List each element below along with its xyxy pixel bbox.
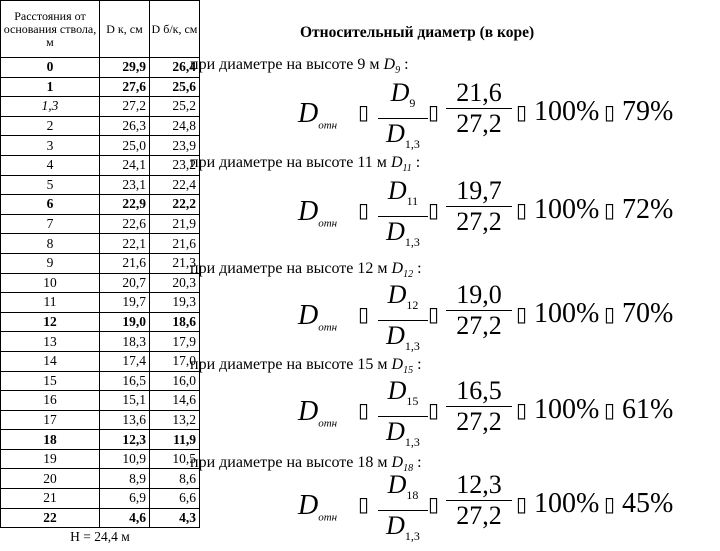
table-row	[1, 312, 200, 332]
cell-distance: 2	[1, 116, 100, 136]
fraction-numeric	[446, 280, 512, 341]
table-row	[1, 175, 200, 195]
table-row	[1, 489, 200, 509]
table-row	[1, 351, 200, 371]
operator-glyph: ▯	[516, 304, 528, 326]
den-var: D	[386, 119, 405, 149]
den-value: 27,2	[456, 407, 502, 436]
relative-diameter-symbol	[298, 98, 337, 132]
cell-distance: 6	[1, 195, 100, 215]
percent-factor: 100%	[534, 488, 600, 519]
cell-distance: 3	[1, 136, 100, 156]
den-value: 27,2	[456, 311, 502, 340]
cell-d-nobark: 25,6	[149, 77, 199, 97]
cell-distance: 11	[1, 293, 100, 313]
den-sub: 1,3	[404, 339, 420, 354]
num-sub: 18	[406, 488, 419, 503]
caption-text: при диаметре на высоте 11 м	[190, 154, 391, 171]
den-sub: 1,3	[404, 529, 420, 544]
cell-d-nobark: 26,4	[149, 58, 199, 78]
num-sub: 11	[406, 194, 419, 209]
num-value: 12,3	[446, 470, 512, 501]
cell-d-bark: 6,9	[99, 489, 149, 509]
operator-glyph: ▯	[516, 494, 528, 516]
table-row	[1, 77, 200, 97]
den-value: 27,2	[456, 207, 502, 236]
page-title: Относительный диаметр (в коре)	[300, 24, 535, 41]
cell-d-nobark: 21,3	[149, 253, 199, 273]
num-var: D	[387, 376, 407, 405]
num-sub: 15	[406, 394, 419, 409]
cell-distance: 10	[1, 273, 100, 293]
lhs-var: D	[298, 490, 319, 521]
den-var: D	[386, 511, 405, 541]
caption-text: при диаметре на высоте 18 м	[190, 454, 392, 471]
cell-distance: 16	[1, 391, 100, 411]
table-row	[1, 469, 200, 489]
cell-distance: 15	[1, 371, 100, 391]
cell-d-nobark: 6,6	[149, 489, 199, 509]
cell-d-bark: 17,4	[99, 351, 149, 371]
caption-colon: :	[413, 260, 422, 277]
operator-glyph: ▯	[428, 304, 440, 326]
result-value: 61%	[622, 394, 674, 425]
den-var: D	[386, 417, 405, 447]
fraction-symbolic	[378, 78, 428, 159]
cell-d-nobark: 22,2	[149, 195, 199, 215]
operator-glyph: ▯	[428, 102, 440, 124]
caption-text: при диаметре на высоте 12 м	[190, 260, 392, 277]
operator-glyph: ▯	[604, 494, 616, 516]
operator-glyph: ▯	[358, 400, 370, 422]
fraction-symbolic	[378, 376, 428, 457]
operator-glyph: ▯	[428, 400, 440, 422]
cell-d-bark: 13,6	[99, 410, 149, 430]
fraction-numeric	[446, 176, 512, 237]
num-value: 19,0	[446, 280, 512, 311]
caption-sub: 15	[403, 365, 414, 377]
cell-d-bark: 22,1	[99, 234, 149, 254]
num-sub: 9	[409, 96, 416, 111]
fraction-numeric	[446, 78, 512, 139]
caption-sub: 12	[403, 269, 414, 281]
lhs-sub: отн	[318, 321, 338, 334]
cell-d-bark: 8,9	[99, 469, 149, 489]
den-sub: 1,3	[404, 235, 420, 250]
result-value: 45%	[622, 488, 674, 519]
percent-factor: 100%	[534, 194, 600, 225]
cell-d-nobark: 18,6	[149, 312, 199, 332]
lhs-sub: отн	[318, 417, 338, 430]
cell-d-nobark: 21,6	[149, 234, 199, 254]
cell-d-bark: 25,0	[99, 136, 149, 156]
operator-glyph: ▯	[358, 494, 370, 516]
cell-d-bark: 24,1	[99, 155, 149, 175]
cell-d-nobark: 17,9	[149, 332, 199, 352]
relative-diameter-symbol	[298, 490, 337, 524]
caption-sub: 18	[403, 463, 414, 475]
cell-d-nobark: 23,9	[149, 136, 199, 156]
operator-glyph: ▯	[428, 494, 440, 516]
cell-d-bark: 26,3	[99, 116, 149, 136]
relative-diameter-symbol	[298, 196, 337, 230]
result-value: 72%	[622, 194, 674, 225]
fraction-symbolic	[378, 176, 428, 257]
cell-distance: 9	[1, 253, 100, 273]
caption-sub: 9	[395, 65, 401, 77]
caption-var: D	[390, 154, 403, 171]
percent-factor: 100%	[534, 298, 600, 329]
cell-distance: 12	[1, 312, 100, 332]
cell-d-bark: 16,5	[99, 371, 149, 391]
den-value: 27,2	[456, 501, 502, 530]
cell-distance: 19	[1, 449, 100, 469]
cell-d-bark: 10,9	[99, 449, 149, 469]
den-sub: 1,3	[404, 435, 420, 450]
operator-glyph: ▯	[516, 102, 528, 124]
header-d-nobark: D б/к, см	[149, 1, 199, 58]
num-var: D	[387, 470, 407, 499]
relative-diameter-symbol	[298, 300, 337, 334]
operator-glyph: ▯	[516, 200, 528, 222]
result-value: 79%	[622, 96, 674, 127]
table-row	[1, 234, 200, 254]
den-var: D	[386, 321, 405, 351]
operator-glyph: ▯	[604, 102, 616, 124]
cell-distance: 21	[1, 489, 100, 509]
den-sub: 1,3	[404, 137, 420, 152]
operator-glyph: ▯	[358, 200, 370, 222]
table-row	[1, 293, 200, 313]
cell-d-nobark: 23,2	[149, 155, 199, 175]
caption-var: D	[383, 56, 396, 73]
cell-d-nobark: 25,2	[149, 97, 199, 117]
percent-factor: 100%	[534, 96, 600, 127]
cell-d-bark: 19,0	[99, 312, 149, 332]
result-value: 70%	[622, 298, 674, 329]
operator-glyph: ▯	[604, 400, 616, 422]
num-var: D	[387, 280, 407, 309]
caption-colon: :	[411, 154, 421, 171]
cell-distance: 0	[1, 58, 100, 78]
cell-d-bark: 18,3	[99, 332, 149, 352]
formula-caption	[190, 260, 422, 280]
cell-d-bark: 27,6	[99, 77, 149, 97]
num-value: 19,7	[446, 176, 512, 207]
fraction-numeric	[446, 376, 512, 437]
cell-distance: 1,3	[1, 97, 100, 117]
cell-d-bark: 4,6	[99, 508, 149, 528]
table-row	[1, 430, 200, 450]
lhs-sub: отн	[318, 119, 338, 132]
cell-d-bark: 22,9	[99, 195, 149, 215]
fraction-symbolic	[378, 470, 428, 551]
cell-d-nobark: 13,2	[149, 410, 199, 430]
table-row	[1, 273, 200, 293]
den-value: 27,2	[456, 109, 502, 138]
cell-d-nobark: 10,5	[149, 449, 199, 469]
cell-distance: 20	[1, 469, 100, 489]
table-row	[1, 253, 200, 273]
cell-distance: 4	[1, 155, 100, 175]
den-var: D	[386, 217, 405, 247]
lhs-var: D	[298, 98, 319, 129]
formula-caption	[190, 356, 422, 376]
cell-d-nobark: 22,4	[149, 175, 199, 195]
cell-distance: 5	[1, 175, 100, 195]
header-d-bark: D к, см	[99, 1, 149, 58]
num-value: 21,6	[446, 78, 512, 109]
cell-distance: 18	[1, 430, 100, 450]
table-row	[1, 97, 200, 117]
cell-d-bark: 23,1	[99, 175, 149, 195]
cell-d-bark: 15,1	[99, 391, 149, 411]
cell-d-bark: 29,9	[99, 58, 149, 78]
table-row	[1, 508, 200, 528]
operator-glyph: ▯	[358, 102, 370, 124]
cell-d-bark: 21,6	[99, 253, 149, 273]
caption-text: при диаметре на высоте 9 м	[190, 56, 384, 73]
caption-colon: :	[413, 356, 422, 373]
percent-factor: 100%	[534, 394, 600, 425]
cell-distance: 8	[1, 234, 100, 254]
cell-d-nobark: 14,6	[149, 391, 199, 411]
caption-sub: 11	[402, 163, 412, 175]
lhs-sub: отн	[318, 511, 338, 524]
cell-d-nobark: 24,8	[149, 116, 199, 136]
cell-distance: 17	[1, 410, 100, 430]
cell-d-nobark: 11,9	[149, 430, 199, 450]
table-row	[1, 410, 200, 430]
cell-distance: 1	[1, 77, 100, 97]
num-var: D	[390, 78, 410, 107]
table-row	[1, 214, 200, 234]
diameter-table	[0, 0, 200, 546]
relative-diameter-symbol	[298, 396, 337, 430]
caption-var: D	[391, 356, 404, 373]
num-value: 16,5	[446, 376, 512, 407]
cell-d-nobark: 4,3	[149, 508, 199, 528]
cell-d-nobark: 17,0	[149, 351, 199, 371]
caption-var: D	[391, 260, 404, 277]
caption-colon: :	[400, 56, 409, 73]
operator-glyph: ▯	[604, 200, 616, 222]
cell-distance: 14	[1, 351, 100, 371]
cell-d-bark: 22,6	[99, 214, 149, 234]
num-var: D	[387, 176, 407, 205]
cell-d-nobark: 8,6	[149, 469, 199, 489]
lhs-var: D	[298, 300, 319, 331]
operator-glyph: ▯	[516, 400, 528, 422]
caption-colon: :	[413, 454, 422, 471]
cell-d-bark: 27,2	[99, 97, 149, 117]
lhs-sub: отн	[318, 217, 338, 230]
cell-d-nobark: 21,9	[149, 214, 199, 234]
table-row	[1, 371, 200, 391]
operator-glyph: ▯	[604, 304, 616, 326]
table-row	[1, 195, 200, 215]
table-row	[1, 58, 200, 78]
header-distance: Расстояния от основания ствола, м	[1, 1, 100, 58]
table-footer: H = 24,4 м	[70, 529, 130, 545]
table-row	[1, 391, 200, 411]
operator-glyph: ▯	[428, 200, 440, 222]
lhs-var: D	[298, 396, 319, 427]
formula-caption	[190, 154, 420, 174]
cell-d-nobark: 20,3	[149, 273, 199, 293]
table-row	[1, 332, 200, 352]
cell-distance: 7	[1, 214, 100, 234]
table-row	[1, 155, 200, 175]
num-sub: 12	[406, 298, 419, 313]
operator-glyph: ▯	[358, 304, 370, 326]
table-row	[1, 136, 200, 156]
cell-d-bark: 12,3	[99, 430, 149, 450]
cell-d-bark: 20,7	[99, 273, 149, 293]
fraction-numeric	[446, 470, 512, 531]
caption-text: при диаметре на высоте 15 м	[190, 356, 392, 373]
table-row	[1, 116, 200, 136]
cell-d-nobark: 19,3	[149, 293, 199, 313]
cell-distance: 22	[1, 508, 100, 528]
cell-d-nobark: 16,0	[149, 371, 199, 391]
formula-caption	[190, 56, 409, 76]
lhs-var: D	[298, 196, 319, 227]
cell-d-bark: 19,7	[99, 293, 149, 313]
fraction-symbolic	[378, 280, 428, 361]
table-row	[1, 449, 200, 469]
caption-var: D	[391, 454, 404, 471]
cell-distance: 13	[1, 332, 100, 352]
